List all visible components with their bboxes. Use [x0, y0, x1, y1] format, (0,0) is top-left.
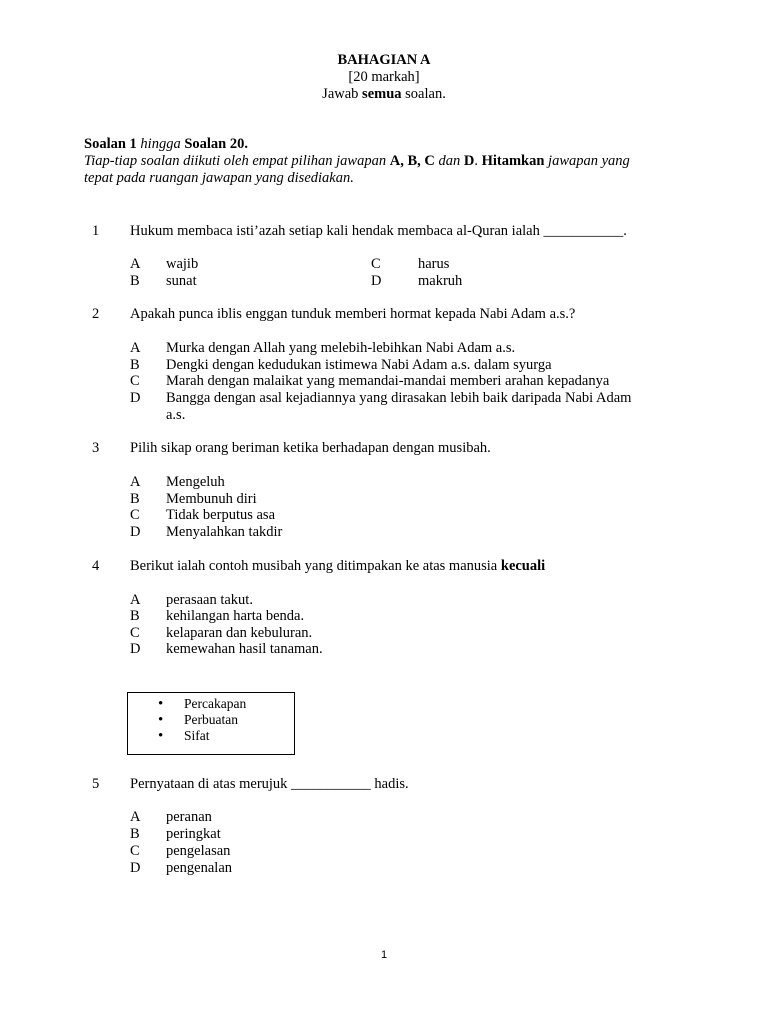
question-text: Pernyataan di atas merujuk ___________ hadis. [130, 776, 409, 792]
option-letter: B [130, 273, 140, 289]
option-text: kemewahan hasil tanaman. [166, 641, 323, 657]
option-letter: D [371, 273, 382, 289]
option-text: Mengeluh [166, 474, 225, 490]
option-text: Dengki dengan kedudukan istimewa Nabi Adam a.s. dalam syurga [166, 357, 552, 373]
question-range: Soalan 1 hingga Soalan 20. [84, 136, 248, 152]
question-text: Hukum membaca isti’azah setiap kali hendak membaca al-Quran ialah ___________. [130, 223, 627, 239]
instruction-line-1: Tiap-tiap soalan diikuti oleh empat pilihan jawapan A, B, C dan D. Hitamkan jawapan yang [84, 153, 630, 169]
option-text-continued: a.s. [166, 407, 186, 423]
instruction-line-2: tepat pada ruangan jawapan yang disediakan. [84, 170, 354, 186]
option-letter: D [130, 390, 141, 406]
question-number: 4 [92, 558, 100, 574]
option-letter: A [130, 474, 141, 490]
option-text: Murka dengan Allah yang melebih-lebihkan Nabi Adam a.s. [166, 340, 516, 356]
question-number: 1 [92, 223, 100, 239]
option-letter: A [130, 340, 141, 356]
option-text: wajib [166, 256, 199, 272]
option-text: Membunuh diri [166, 491, 257, 507]
option-text: pengenalan [166, 860, 233, 876]
option-letter: B [130, 357, 140, 373]
stimulus-item: • Perbuatan [158, 712, 246, 728]
option-letter: C [130, 373, 140, 389]
stimulus-box [127, 692, 295, 755]
option-text: peranan [166, 809, 212, 825]
question-number: 3 [92, 440, 100, 456]
option-text: harus [418, 256, 450, 272]
option-text: makruh [418, 273, 463, 289]
option-letter: D [130, 524, 141, 540]
option-letter: D [130, 860, 141, 876]
option-text: pengelasan [166, 843, 231, 859]
option-text: perasaan takut. [166, 592, 253, 608]
option-letter: B [130, 608, 140, 624]
option-letter: A [130, 809, 141, 825]
option-letter: C [130, 625, 140, 641]
question-number: 2 [92, 306, 100, 322]
option-letter: B [130, 826, 140, 842]
option-text: sunat [166, 273, 197, 289]
option-letter: A [130, 256, 141, 272]
page-number: 1 [380, 949, 388, 961]
question-text: Pilih sikap orang beriman ketika berhadapan dengan musibah. [130, 440, 491, 456]
option-text: kehilangan harta benda. [166, 608, 305, 624]
question-text: Apakah punca iblis enggan tunduk memberi hormat kepada Nabi Adam a.s.? [130, 306, 576, 322]
option-letter: B [130, 491, 140, 507]
option-text: Tidak berputus asa [166, 507, 276, 523]
option-text: Bangga dengan asal kejadiannya yang dirasakan lebih baik daripada Nabi Adam [166, 390, 632, 406]
option-letter: C [371, 256, 381, 272]
question-number: 5 [92, 776, 100, 792]
option-letter: A [130, 592, 141, 608]
stimulus-item: • Sifat [158, 728, 246, 744]
stimulus-list [158, 696, 246, 744]
section-instruction: Jawab semua soalan. [322, 86, 446, 102]
section-marks: [20 markah] [348, 69, 420, 85]
option-text: Menyalahkan takdir [166, 524, 283, 540]
stimulus-item: • Percakapan [158, 696, 246, 712]
option-letter: C [130, 843, 140, 859]
option-text: Marah dengan malaikat yang memandai-mandai memberi arahan kepadanya [166, 373, 610, 389]
section-title: BAHAGIAN A [337, 52, 431, 68]
option-letter: D [130, 641, 141, 657]
option-text: peringkat [166, 826, 221, 842]
option-text: kelaparan dan kebuluran. [166, 625, 313, 641]
option-letter: C [130, 507, 140, 523]
question-text: Berikut ialah contoh musibah yang ditimpakan ke atas manusia kecuali [130, 558, 546, 574]
